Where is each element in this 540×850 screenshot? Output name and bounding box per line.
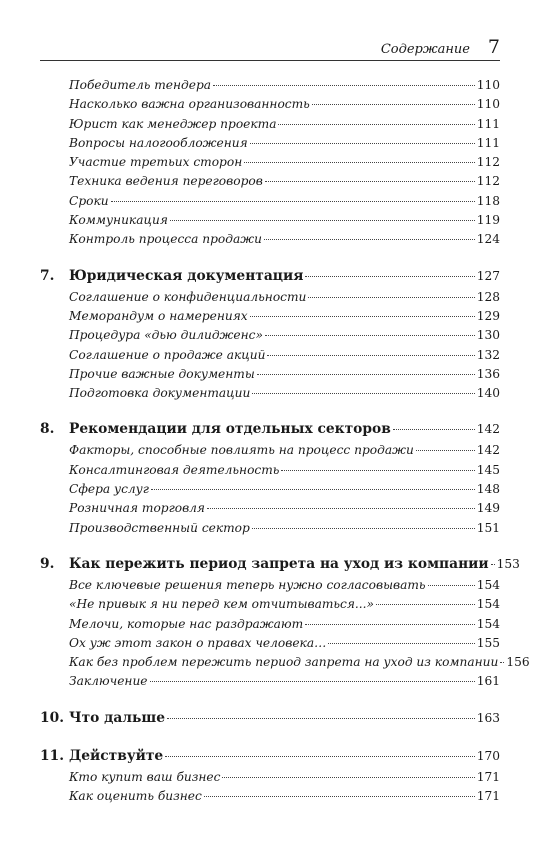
entry-title: Как оценить бизнес (69, 789, 202, 804)
entry-title: Коммуникация (69, 213, 168, 228)
dot-leader (393, 429, 475, 430)
toc-entry[interactable] (40, 115, 500, 134)
dot-leader (244, 162, 475, 163)
table-of-contents (40, 76, 530, 806)
dot-leader (213, 85, 475, 86)
dot-leader (416, 450, 475, 451)
dot-leader (376, 604, 475, 605)
toc-entry[interactable] (40, 519, 500, 538)
dot-leader (265, 335, 475, 336)
toc-chapter[interactable] (40, 552, 520, 576)
section-gap (40, 403, 500, 417)
toc-entry[interactable] (40, 499, 500, 518)
entry-page: 129 (476, 308, 500, 323)
chapter-number: 9. (40, 555, 55, 572)
entry-page: 154 (476, 577, 500, 592)
entry-page: 154 (476, 616, 500, 631)
dot-leader (167, 718, 475, 719)
chapter-page: 163 (476, 710, 500, 725)
entry-title: Насколько важна организованность (69, 97, 310, 112)
entry-title: Меморандум о намерениях (69, 308, 248, 323)
dot-leader (265, 181, 475, 182)
entry-page: 110 (476, 78, 500, 92)
chapter-title: Что дальше (69, 709, 165, 726)
entry-page: 142 (476, 443, 500, 458)
chapter-title: Как пережить период запрета на уход из компании (69, 555, 489, 572)
dot-leader (222, 777, 474, 778)
running-header (40, 38, 500, 61)
entry-title: Производственный сектор (69, 520, 250, 535)
chapter-number: 7. (40, 267, 55, 284)
dot-leader (207, 508, 475, 509)
page-number: 7 (487, 36, 500, 58)
entry-title: «Не привык я ни перед кем отчитываться...» (69, 597, 375, 612)
toc-entry[interactable] (40, 787, 500, 806)
chapter-page: 127 (476, 268, 500, 283)
entry-title: Факторы, способные повлиять на процесс продажи (69, 443, 414, 458)
entry-page: 118 (476, 193, 500, 208)
toc-entry[interactable] (40, 480, 500, 499)
entry-page: 148 (476, 482, 500, 497)
chapter-page: 170 (476, 748, 500, 763)
toc-entry[interactable] (40, 230, 500, 249)
chapter-page: 153 (496, 556, 520, 571)
dot-leader (252, 528, 475, 529)
toc-entry[interactable] (40, 326, 500, 345)
dot-leader (491, 564, 495, 565)
entry-title: Сроки (69, 193, 109, 208)
dot-leader (312, 104, 475, 105)
dot-leader (150, 681, 475, 682)
toc-entry[interactable] (40, 768, 500, 787)
entry-page: 112 (476, 174, 500, 189)
entry-title: Техника ведения переговоров (69, 174, 263, 189)
toc-entry[interactable] (40, 288, 500, 307)
entry-page: 124 (476, 232, 500, 247)
entry-title: Подготовка документации (69, 386, 251, 401)
toc-entry[interactable] (40, 384, 500, 403)
entry-page: 140 (476, 386, 500, 401)
entry-title: Победитель тендера (69, 78, 212, 92)
entry-title: Ох уж этот закон о правах человека… (69, 635, 327, 650)
entry-title: Заключение (69, 674, 148, 689)
section-gap (40, 730, 500, 744)
entry-title: Прочие важные документы (69, 366, 255, 381)
entry-page: 151 (476, 520, 500, 535)
toc-chapter[interactable] (40, 744, 500, 768)
dot-leader (250, 316, 475, 317)
entry-page: 154 (476, 597, 500, 612)
dot-leader (204, 796, 475, 797)
toc-entry[interactable] (40, 365, 500, 384)
entry-title: Мелочи, которые нас раздражают (69, 616, 304, 631)
entry-title: Кто купит ваш бизнес (69, 769, 221, 784)
toc-entry[interactable] (40, 192, 500, 211)
entry-page: 145 (476, 462, 500, 477)
entry-title: Соглашение о конфиденциальности (69, 289, 307, 304)
toc-chapter[interactable] (40, 706, 500, 730)
entry-page: 161 (476, 674, 500, 689)
entry-page: 112 (476, 155, 500, 170)
entry-page: 136 (476, 366, 500, 381)
toc-entry[interactable] (40, 134, 500, 153)
dot-leader (170, 220, 475, 221)
entry-title: Сфера услуг (69, 482, 149, 497)
chapter-number: 10. (40, 709, 65, 726)
entry-page: 110 (476, 97, 500, 112)
dot-leader (428, 585, 475, 586)
chapter-title: Юридическая документация (69, 267, 304, 284)
toc-entry[interactable] (40, 172, 500, 191)
entry-page: 119 (476, 213, 500, 228)
entry-title: Юрист как менеджер проекта (69, 116, 277, 131)
dot-leader (278, 124, 474, 125)
entry-page: 155 (476, 635, 500, 650)
toc-entry[interactable] (40, 576, 500, 595)
entry-title: Вопросы налогообложения (69, 135, 248, 150)
dot-leader (257, 374, 475, 375)
chapter-title: Действуйте (69, 747, 164, 764)
toc-entry[interactable] (40, 461, 500, 480)
toc-entry[interactable] (40, 76, 500, 95)
section-gap (40, 692, 500, 706)
dot-leader (305, 276, 474, 277)
entry-title: Все ключевые решения теперь нужно согласовывать (69, 577, 426, 592)
dot-leader (264, 239, 475, 240)
toc-entry[interactable] (40, 653, 530, 672)
dot-leader (252, 393, 474, 394)
toc-chapter[interactable] (40, 417, 500, 441)
section-gap (40, 538, 500, 552)
toc-entry[interactable] (40, 346, 500, 365)
entry-title: Контроль процесса продажи (69, 232, 262, 247)
entry-title: Соглашение о продаже акций (69, 347, 266, 362)
dot-leader (328, 643, 474, 644)
entry-page: 130 (476, 328, 500, 343)
entry-page: 111 (476, 116, 500, 131)
entry-title: Участие третьих сторон (69, 155, 243, 170)
dot-leader (111, 201, 475, 202)
toc-entry[interactable] (40, 634, 500, 653)
chapter-number: 8. (40, 421, 55, 438)
chapter-page: 142 (476, 422, 500, 437)
entry-page: 171 (476, 769, 500, 784)
toc-entry[interactable] (40, 153, 500, 172)
toc-entry[interactable] (40, 441, 500, 460)
toc-entry[interactable] (40, 595, 500, 614)
dot-leader (500, 662, 504, 663)
toc-entry[interactable] (40, 672, 500, 691)
toc-entry[interactable] (40, 211, 500, 230)
chapter-number: 11. (40, 747, 65, 764)
entry-title: Консалтинговая деятельность (69, 462, 280, 477)
entry-title: Как без проблем пережить период запрета на уход из компании (69, 655, 499, 670)
dot-leader (250, 143, 475, 144)
section-gap (40, 250, 500, 264)
dot-leader (308, 297, 474, 298)
toc-entry[interactable] (40, 95, 500, 114)
dot-leader (165, 756, 475, 757)
entry-page: 171 (476, 789, 500, 804)
toc-chapter[interactable] (40, 264, 500, 288)
chapter-title: Рекомендации для отдельных секторов (69, 421, 391, 438)
entry-page: 156 (506, 655, 530, 670)
entry-page: 128 (476, 289, 500, 304)
entry-title: Процедура «дью дилидженс» (69, 328, 263, 343)
dot-leader (151, 489, 475, 490)
dot-leader (305, 624, 475, 625)
entry-page: 111 (476, 135, 500, 150)
running-header-title: Содержание (380, 42, 470, 57)
toc-entry[interactable] (40, 615, 500, 634)
entry-title: Розничная торговля (69, 501, 205, 516)
dot-leader (267, 355, 474, 356)
entry-page: 132 (476, 347, 500, 362)
toc-entry[interactable] (40, 307, 500, 326)
dot-leader (281, 470, 474, 471)
entry-page: 149 (476, 501, 500, 516)
